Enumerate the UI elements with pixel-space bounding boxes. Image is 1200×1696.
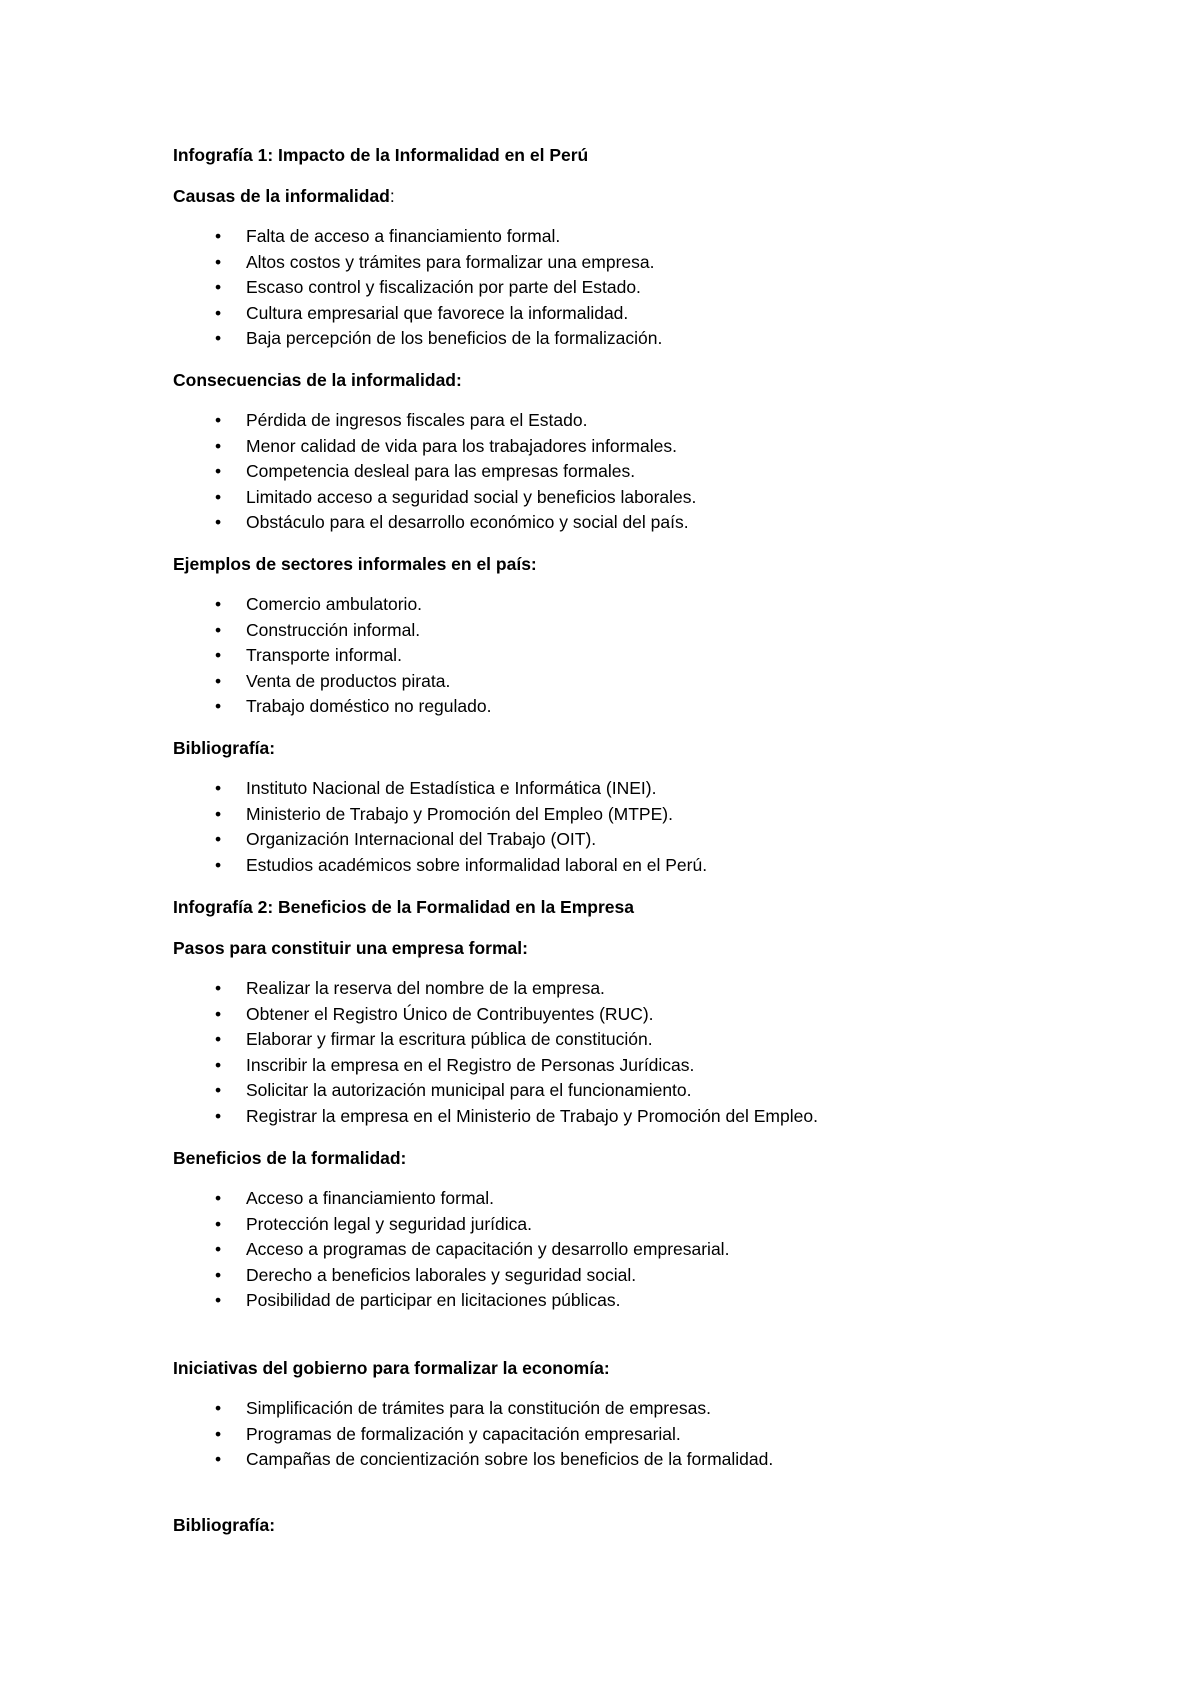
list-item-text: Escaso control y fiscalización por parte del Estado.: [246, 277, 641, 297]
list-item: [173, 827, 707, 853]
bullet-icon: •: [215, 1054, 222, 1075]
list-item: [173, 1104, 818, 1130]
list-item-text: Ministerio de Trabajo y Promoción del Empleo (MTPE).: [246, 803, 673, 824]
causes-list: [173, 224, 662, 352]
list-item-text: Limitado acceso a seguridad social y beneficios laborales.: [246, 486, 697, 507]
list-item: [173, 459, 696, 485]
list-item-text: Campañas de concientización sobre los beneficios de la formalidad.: [246, 1449, 774, 1469]
bullet-icon: •: [215, 778, 222, 798]
bullet-icon: •: [215, 461, 222, 481]
list-item: [173, 250, 662, 276]
list-item-text: Cultura empresarial que favorece la informalidad.: [246, 302, 629, 323]
list-item-text: Organización Internacional del Trabajo (OIT).: [246, 829, 597, 849]
bullet-icon: •: [215, 1239, 222, 1259]
list-item: [173, 1027, 818, 1053]
bullet-icon: •: [215, 1423, 222, 1444]
list-item-text: Menor calidad de vida para los trabajadores informales.: [246, 435, 677, 456]
list-item: [173, 275, 662, 301]
list-item-text: Programas de formalización y capacitación empresarial.: [246, 1423, 681, 1444]
list-item: [173, 1422, 773, 1448]
list-item-text: Estudios académicos sobre informalidad laboral en el Perú.: [246, 854, 708, 875]
steps-list: [173, 976, 818, 1129]
list-item: [173, 669, 491, 695]
list-item: [173, 802, 707, 828]
list-item: [173, 1288, 729, 1314]
consequences-heading: Consecuencias de la informalidad:: [173, 370, 462, 390]
bullet-icon: •: [215, 1264, 222, 1285]
bibliography-heading-2: Bibliografía:: [173, 1515, 276, 1535]
list-item: [173, 224, 662, 250]
list-item-text: Posibilidad de participar en licitaciones públicas.: [246, 1290, 621, 1310]
list-item: [173, 326, 662, 352]
bullet-icon: •: [215, 1213, 222, 1234]
list-item: [173, 592, 491, 618]
list-item-text: Inscribir la empresa en el Registro de Personas Jurídicas.: [246, 1054, 695, 1075]
bullet-icon: •: [215, 251, 222, 272]
bullet-icon: •: [215, 854, 222, 875]
bullet-icon: •: [215, 277, 222, 297]
list-item-text: Derecho a beneficios laborales y seguridad social.: [246, 1264, 637, 1285]
bullet-icon: •: [215, 1449, 222, 1469]
benefits-heading: Beneficios de la formalidad:: [173, 1148, 407, 1168]
bullet-icon: •: [215, 803, 222, 824]
causes-heading-text: Causas de la informalidad: [173, 186, 390, 206]
list-item-text: Altos costos y trámites para formalizar una empresa.: [246, 251, 655, 272]
initiatives-list: [173, 1396, 773, 1473]
steps-heading: Pasos para constituir una empresa formal:: [173, 938, 528, 958]
list-item-text: Acceso a programas de capacitación y desarrollo empresarial.: [246, 1239, 730, 1259]
bibliography-list-1: [173, 776, 707, 878]
list-item: [173, 1212, 729, 1238]
list-item: [173, 976, 818, 1002]
bullet-icon: •: [215, 486, 222, 507]
consequences-list: [173, 408, 696, 536]
bullet-icon: •: [215, 645, 222, 665]
bullet-icon: •: [215, 594, 222, 614]
list-item-text: Solicitar la autorización municipal para el funcionamiento.: [246, 1080, 692, 1100]
list-item: [173, 1002, 818, 1028]
list-item-text: Venta de productos pirata.: [246, 670, 451, 691]
examples-list: [173, 592, 491, 720]
list-item-text: Protección legal y seguridad jurídica.: [246, 1213, 532, 1234]
infographic-1-title: Infografía 1: Impacto de la Informalidad en el Perú: [173, 145, 589, 165]
list-item: [173, 1186, 729, 1212]
bullet-icon: •: [215, 1290, 222, 1310]
list-item: [173, 1263, 729, 1289]
bullet-icon: •: [215, 1080, 222, 1100]
list-item-text: Registrar la empresa en el Ministerio de Trabajo y Promoción del Empleo.: [246, 1105, 818, 1126]
list-item: [173, 1447, 773, 1473]
bullet-icon: •: [215, 619, 222, 640]
bullet-icon: •: [215, 435, 222, 456]
list-item-text: Falta de acceso a financiamiento formal.: [246, 226, 561, 246]
list-item-text: Trabajo doméstico no regulado.: [246, 696, 492, 716]
list-item-text: Transporte informal.: [246, 645, 402, 665]
list-item: [173, 434, 696, 460]
bullet-icon: •: [215, 410, 222, 430]
list-item-text: Comercio ambulatorio.: [246, 594, 423, 614]
bullet-icon: •: [215, 978, 222, 998]
list-item-text: Obtener el Registro Único de Contribuyentes (RUC).: [246, 1003, 654, 1024]
list-item-text: Construcción informal.: [246, 619, 421, 640]
initiatives-heading: Iniciativas del gobierno para formalizar la economía:: [173, 1358, 610, 1378]
list-item: [173, 408, 696, 434]
bullet-icon: •: [215, 696, 222, 716]
list-item: [173, 1237, 729, 1263]
list-item-text: Realizar la reserva del nombre de la empresa.: [246, 978, 605, 998]
list-item-text: Acceso a financiamiento formal.: [246, 1188, 495, 1208]
bullet-icon: •: [215, 670, 222, 691]
list-item: [173, 1053, 818, 1079]
bullet-icon: •: [215, 226, 222, 246]
list-item-text: Instituto Nacional de Estadística e Informática (INEI).: [246, 778, 657, 798]
bullet-icon: •: [215, 1188, 222, 1208]
bullet-icon: •: [215, 1003, 222, 1024]
bullet-icon: •: [215, 829, 222, 849]
bullet-icon: •: [215, 1029, 222, 1049]
list-item-text: Obstáculo para el desarrollo económico y social del país.: [246, 512, 689, 532]
list-item-text: Pérdida de ingresos fiscales para el Estado.: [246, 410, 588, 430]
list-item: [173, 301, 662, 327]
list-item-text: Elaborar y firmar la escritura pública de constitución.: [246, 1029, 653, 1049]
list-item: [173, 1396, 773, 1422]
list-item-text: Baja percepción de los beneficios de la formalización.: [246, 328, 663, 348]
list-item-text: Competencia desleal para las empresas formales.: [246, 461, 636, 481]
bullet-icon: •: [215, 328, 222, 348]
bibliography-heading-1: Bibliografía:: [173, 738, 276, 758]
list-item: [173, 853, 707, 879]
list-item: [173, 776, 707, 802]
examples-heading: Ejemplos de sectores informales en el país:: [173, 554, 537, 574]
benefits-list: [173, 1186, 729, 1314]
bullet-icon: •: [215, 1398, 222, 1418]
bullet-icon: •: [215, 1105, 222, 1126]
list-item-text: Simplificación de trámites para la constitución de empresas.: [246, 1398, 711, 1418]
list-item: [173, 485, 696, 511]
list-item: [173, 618, 491, 644]
list-item: [173, 510, 696, 536]
infographic-2-title: Infografía 2: Beneficios de la Formalidad en la Empresa: [173, 897, 634, 917]
list-item: [173, 694, 491, 720]
bullet-icon: •: [215, 302, 222, 323]
list-item: [173, 1078, 818, 1104]
list-item: [173, 643, 491, 669]
causes-heading: [173, 184, 395, 208]
causes-heading-colon: :: [389, 186, 395, 206]
bullet-icon: •: [215, 512, 222, 532]
